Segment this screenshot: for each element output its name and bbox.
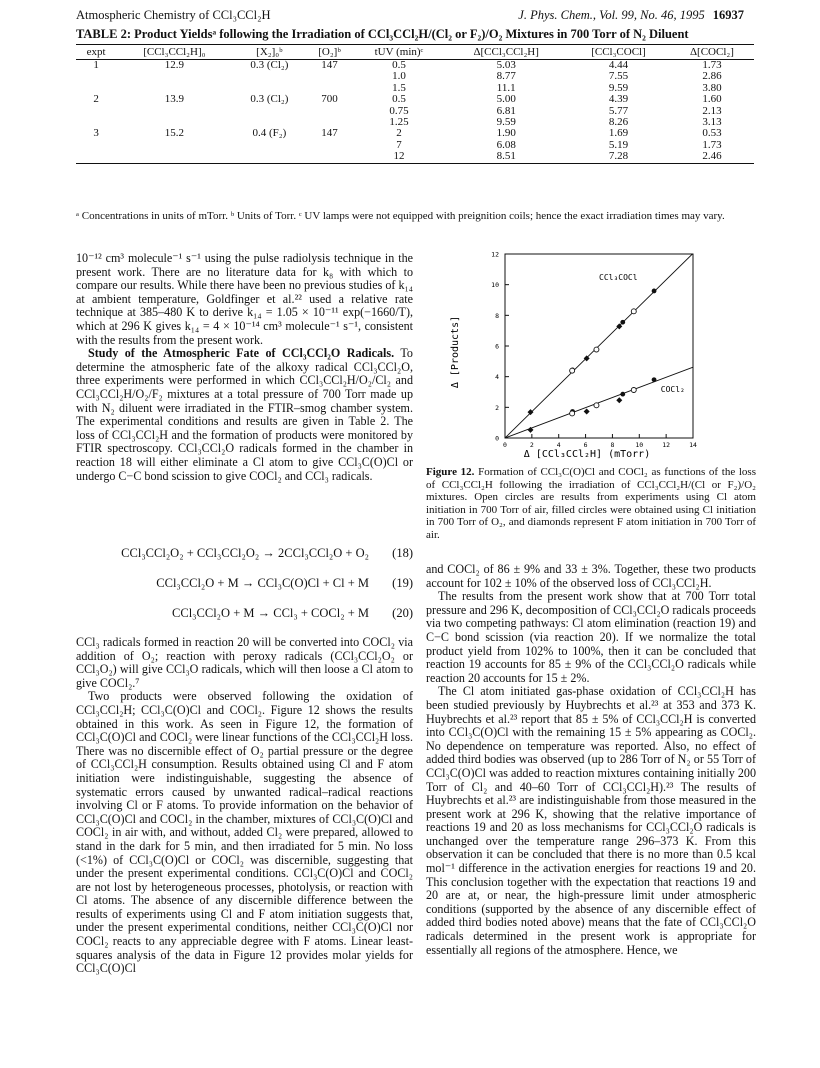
cell-ccl3cocl: 8.26 bbox=[608, 116, 629, 129]
cell-o2: 147 bbox=[321, 127, 338, 140]
x-tick-label: 4 bbox=[556, 441, 561, 449]
equation-text: CCl₃CCl₂O₂ + CCl₃CCl₂O₂ → 2CCl₃CCl₂O + O₂ bbox=[121, 546, 369, 560]
cell-time: 7 bbox=[396, 138, 402, 151]
running-header-journal bbox=[518, 8, 744, 23]
cell-ccl3cocl: 4.44 bbox=[608, 59, 629, 71]
data-point-open bbox=[631, 388, 636, 393]
cell-time: 1.0 bbox=[392, 70, 406, 83]
cell-x2: 0.3 (Cl₂) bbox=[250, 59, 289, 71]
col-header: expt bbox=[76, 45, 116, 60]
equation-number: (19) bbox=[392, 576, 413, 590]
col-header: [X₂]₀ᵇ bbox=[232, 45, 306, 60]
cell-time: 1.25 bbox=[389, 116, 409, 129]
cell-time: 2 bbox=[396, 127, 402, 140]
cell-cocl2: 2.46 bbox=[670, 151, 754, 163]
data-point-open bbox=[594, 403, 599, 408]
paragraph: CCl₃ radicals formed in reaction 20 will be converted into COCl₂ via addition of O₂; reaction with peroxy radicals (CCl₃CCl₂O₂ or CCl₃O₂) will give CCl₃O radicals, which will then loose a Cl atom to give COCl₂.⁷ bbox=[76, 635, 413, 690]
running-header-title: Atmospheric Chemistry of CCl₃CCl₂H bbox=[76, 8, 271, 22]
equation-number: (18) bbox=[392, 546, 413, 560]
cell-loss: 8.51 bbox=[445, 151, 567, 163]
cell-loss: 6.81 bbox=[496, 104, 516, 117]
paragraph: 10⁻¹² cm³ molecule⁻¹ s⁻¹ using the pulse radiolysis technique in the present work. There are no literature data for k₈ with which to compare our results. While there have been no previous studies of k₁₄ at ambient temperature, Goldfinger et al.²² used a relative rate technique at 385–480 K to derive k₁₄ = 1.05 × 10⁻¹¹ exp(−1660/T), which at 296 K gives k₁₄ = 4 × 10⁻¹⁴ cm³ molecule⁻¹ s⁻¹, consistent with the results from the present work. bbox=[76, 251, 413, 347]
cell-o2: 700 bbox=[321, 93, 338, 106]
x-tick-label: 8 bbox=[610, 441, 615, 449]
y-tick-label: 2 bbox=[495, 403, 499, 412]
col-header: [CCl₃CCl₂H]₀ bbox=[116, 45, 232, 60]
cell-initial-conc: 12.9 bbox=[164, 59, 184, 71]
x-tick-label: 10 bbox=[635, 441, 644, 449]
x-tick-label: 12 bbox=[662, 441, 671, 449]
cell-x2: 0.3 (Cl₂) bbox=[250, 93, 289, 106]
cell-cocl2: 1.60 bbox=[702, 93, 722, 106]
left-column-text bbox=[76, 252, 413, 483]
y-axis-label: Δ [Products] bbox=[450, 315, 461, 389]
table-header-row bbox=[76, 45, 754, 60]
col-header: tUV (min)ᶜ bbox=[353, 45, 446, 60]
cell-loss: 5.00 bbox=[496, 93, 516, 106]
cell-cocl2: 0.53 bbox=[702, 127, 722, 140]
data-point-open bbox=[570, 411, 575, 416]
x-tick-label: 0 bbox=[503, 441, 507, 449]
cell-cocl2: 3.13 bbox=[702, 116, 722, 129]
y-tick-label: 0 bbox=[495, 434, 499, 443]
series-label: CCl₃COCl bbox=[599, 273, 638, 283]
cell-ccl3cocl: 7.28 bbox=[567, 151, 670, 163]
cell-loss: 9.59 bbox=[496, 116, 516, 129]
y-tick-label: 8 bbox=[495, 311, 499, 320]
paragraph: The Cl atom initiated gas-phase oxidation of CCl₃CCl₂H has been studied previously by Huybrechts et al.²³ at 353 and 373 K. Huybrechts et al.²³ report that 85 ± 5% of CCl₃CCl₂H is converted into CCl₃C(O)Cl with the remaining 15 ± 5% appearing as COCl₂. No dependence on temperature was reported. Also, no effect of added third bodies was observed (up to 286 Torr of N₂ or 55 Torr of CCl₃C(O)Cl was added to reaction mixtures containing initially 200 Torr of Cl₂ and 40–60 Torr of CCl₃CCl₂H).²³ The results of Huybrechts et al.²³ are indistinguishable from those measured in the present work at 296 K, showing that the relative importance of reactions 19 and 20 as loss mechanisms for CCl₃CCl₂O radicals is unchanged over the temperature range 296–373 K. From this observation it can be concluded that there is no more than 0.5 kcal mol⁻¹ difference in the activation energies for reactions 19 and 20. This conclusion together with the expectation that reactions 19 and 20 are at, or near, the high-pressure limit under atmospheric conditions (supported by the absence of any discernible effect of added third bodies noted above) means that the fate of CCl₃CCl₂O radicals determined in the present work is appropriate for essentially all regions of the atmosphere. Hence, we bbox=[426, 684, 756, 957]
product-yields-table bbox=[76, 44, 754, 164]
cell-time: 0.5 bbox=[392, 93, 406, 106]
data-point-filled bbox=[620, 392, 625, 397]
cell-loss: 5.03 bbox=[496, 59, 516, 71]
cell-ccl3cocl: 5.77 bbox=[608, 104, 629, 117]
table-row bbox=[76, 71, 754, 82]
table-row bbox=[76, 94, 754, 105]
equation-number: (20) bbox=[392, 606, 413, 620]
equation-text: CCl₃CCl₂O + M → CCl₃C(O)Cl + Cl + M bbox=[156, 576, 369, 590]
y-tick-label: 12 bbox=[491, 250, 499, 259]
data-point-diamond bbox=[528, 409, 534, 415]
table-row bbox=[76, 106, 754, 117]
cell-cocl2: 1.73 bbox=[702, 138, 722, 151]
paragraph: and COCl₂ of 86 ± 9% and 33 ± 3%. Together, these two products account for 102 ± 10% of the observed loss of CCl₃CCl₂H. bbox=[426, 562, 756, 590]
cell-ccl3cocl: 7.55 bbox=[608, 70, 629, 83]
cell-expt: 1 bbox=[93, 59, 99, 71]
cell-ccl3cocl: 4.39 bbox=[608, 93, 629, 106]
fit-line bbox=[505, 367, 693, 438]
journal-citation: J. Phys. Chem., Vol. 99, No. 46, 1995 bbox=[518, 8, 705, 22]
data-point-filled bbox=[652, 377, 657, 382]
cell-x2: 0.4 (F₂) bbox=[252, 127, 287, 140]
col-header: [CCl₃COCl] bbox=[567, 45, 670, 60]
paragraph-body: To determine the atmospheric fate of the alkoxy radical CCl₃CCl₂O, three experiments were performed in which CCl₃CCl₂H/O₂/Cl₂ and CCl₃CCl₂H/O₂/F₂ mixtures at a total pressure of 700 Torr made up with N₂ diluent were irradiated in the FTIR–smog chamber system. The experimental conditions and results are given in Table 2. The loss of CCl₃CCl₂H and the formation of products were monitored by FTIR spectroscopy. CCl₃CCl₂O radicals formed in the chamber in reaction 18 will either eliminate a Cl atom to give CCl₃C(O)Cl or undergo C−C bond scission to give COCl₂ and CCl₃ radicals. bbox=[76, 346, 413, 483]
cell-loss: 11.1 bbox=[496, 81, 516, 94]
left-column-text-lower bbox=[76, 636, 413, 976]
cell-initial-conc: 15.2 bbox=[164, 127, 184, 140]
data-point-diamond bbox=[584, 408, 590, 414]
y-tick-label: 4 bbox=[495, 373, 499, 382]
data-point-open bbox=[631, 309, 636, 314]
data-point-diamond bbox=[616, 397, 622, 403]
paragraph bbox=[76, 347, 413, 483]
table-row bbox=[76, 60, 754, 72]
cell-ccl3cocl: 1.69 bbox=[608, 127, 629, 140]
cell-expt: 2 bbox=[93, 93, 99, 106]
cell-time: 12 bbox=[353, 151, 446, 163]
cell-loss: 6.08 bbox=[496, 138, 516, 151]
chart-plot-area bbox=[491, 251, 697, 450]
data-point-filled bbox=[652, 289, 657, 294]
paragraph: The results from the present work show that at 700 Torr total pressure and 296 K, decomposition of CCl₃CCl₂O radicals proceeds via two competing pathways: Cl atom elimination (reaction 19) and C−C bond scission (via reaction 20). If we normalize the total product yield from 102% to 100%, then it can be concluded that reaction 19 accounts for 85 ± 9% of the CCl₃CCl₂O radicals while reaction 20 accounts for 15 ± 2%. bbox=[426, 589, 756, 685]
x-axis-label: Δ [CCl₃CCl₂H] (mTorr) bbox=[523, 449, 651, 460]
data-point-open bbox=[570, 368, 575, 373]
cell-o2: 147 bbox=[321, 59, 338, 71]
x-tick-label: 14 bbox=[689, 441, 697, 449]
cell-time: 1.5 bbox=[392, 81, 406, 94]
cell-cocl2: 1.73 bbox=[702, 59, 722, 71]
series-label: COCl₂ bbox=[660, 385, 685, 394]
figure-12-chart bbox=[445, 246, 715, 462]
section-heading: Study of the Atmospheric Fate of CCl₃CCl₂O Radicals. bbox=[88, 346, 395, 361]
cell-expt: 3 bbox=[93, 127, 99, 140]
cell-cocl2: 3.80 bbox=[702, 81, 722, 94]
table-row bbox=[76, 140, 754, 151]
x-tick-label: 2 bbox=[529, 441, 534, 449]
figure-label: Figure 12. bbox=[426, 466, 475, 478]
cell-ccl3cocl: 5.19 bbox=[608, 138, 629, 151]
table-footnote: ᵃ Concentrations in units of mTorr. ᵇ Units of Torr. ᶜ UV lamps were not equipped with preignition coils; hence the exact irradiation times may vary. bbox=[76, 210, 725, 222]
equation-text: CCl₃CCl₂O + M → CCl₃ + COCl₂ + M bbox=[172, 606, 369, 620]
col-header: Δ[CCl₃CCl₂H] bbox=[445, 45, 567, 60]
col-header: Δ[COCl₂] bbox=[670, 45, 754, 60]
y-tick-label: 10 bbox=[491, 281, 499, 290]
x-tick-label: 6 bbox=[583, 441, 588, 449]
cell-cocl2: 2.13 bbox=[702, 104, 722, 117]
data-point-open bbox=[594, 347, 599, 352]
cell-loss: 1.90 bbox=[496, 127, 516, 140]
figure-caption bbox=[426, 466, 756, 541]
table-row bbox=[76, 128, 754, 139]
right-column-text bbox=[426, 563, 756, 957]
y-tick-label: 6 bbox=[495, 342, 499, 351]
table-caption: TABLE 2: Product Yieldsᵃ following the Irradiation of CCl₃CCl₂H/(Cl₂ or F₂)/O₂ Mixtures in 700 Torr of N₂ Diluent bbox=[76, 27, 689, 41]
table-row bbox=[76, 151, 754, 163]
data-point-filled bbox=[620, 320, 625, 325]
cell-time: 0.5 bbox=[392, 59, 406, 71]
cell-time: 0.75 bbox=[389, 104, 409, 117]
figure-caption-text: Formation of CCl₃C(O)Cl and COCl₂ as functions of the loss of CCl₃CCl₂H following the irradiation of CCl₃CCl₂H/(Cl or F₂)/O₂ mixtures. Open circles are results from experiments using Cl atom initiation in 700 Torr of air, filled circles were obtained using Cl initiation in 700 Torr of O₂, and diamonds represent F atom initiation in 700 Torr of air. bbox=[426, 466, 756, 541]
cell-ccl3cocl: 9.59 bbox=[608, 81, 629, 94]
page-number: 16937 bbox=[712, 8, 744, 22]
paragraph: Two products were observed following the oxidation of CCl₃CCl₂H; CCl₃C(O)Cl and COCl₂. Figure 12 shows the results obtained in this work. As seen in Figure 12, the formation of CCl₃C(O)Cl and COCl₂ were linear functions of the CCl₃CCl₂H loss. There was no discernible effect of O₂ partial pressure or the degree of CCl₃CCl₂H consumption. Results obtained using Cl and F atom initiation were indistinguishable, suggesting the absence of systematic errors caused by unwanted radical–radical reactions involving Cl or F atoms. To provide information on the behavior of CCl₃C(O)Cl and COCl₂ in the chamber, mixtures of CCl₃C(O)Cl and COCl₂ in air with, and without, added Cl₂ were prepared, allowed to stand in the dark for 5 min, and then irradiated for 5 min. No loss (<1%) of CCl₃C(O)Cl or COCl₂ was discernible, suggesting that under the present experimental conditions. CCl₃C(O)Cl and COCl₂ are not lost by heterogeneous processes, photolysis, or reaction with Cl atoms. The absence of any discernible difference between the results of experiments using Cl and F atom initiation suggests that, under the present experimental conditions, neither CCl₃C(O)Cl nor COCl₂ reacts to any appreciable degree with F atoms. Linear least-squares analysis of the data in Figure 12 provides molar yields for CCl₃C(O)Cl bbox=[76, 689, 413, 976]
cell-loss: 8.77 bbox=[496, 70, 516, 83]
cell-cocl2: 2.86 bbox=[702, 70, 722, 83]
cell-initial-conc: 13.9 bbox=[164, 93, 184, 106]
col-header: [O₂]ᵇ bbox=[306, 45, 353, 60]
